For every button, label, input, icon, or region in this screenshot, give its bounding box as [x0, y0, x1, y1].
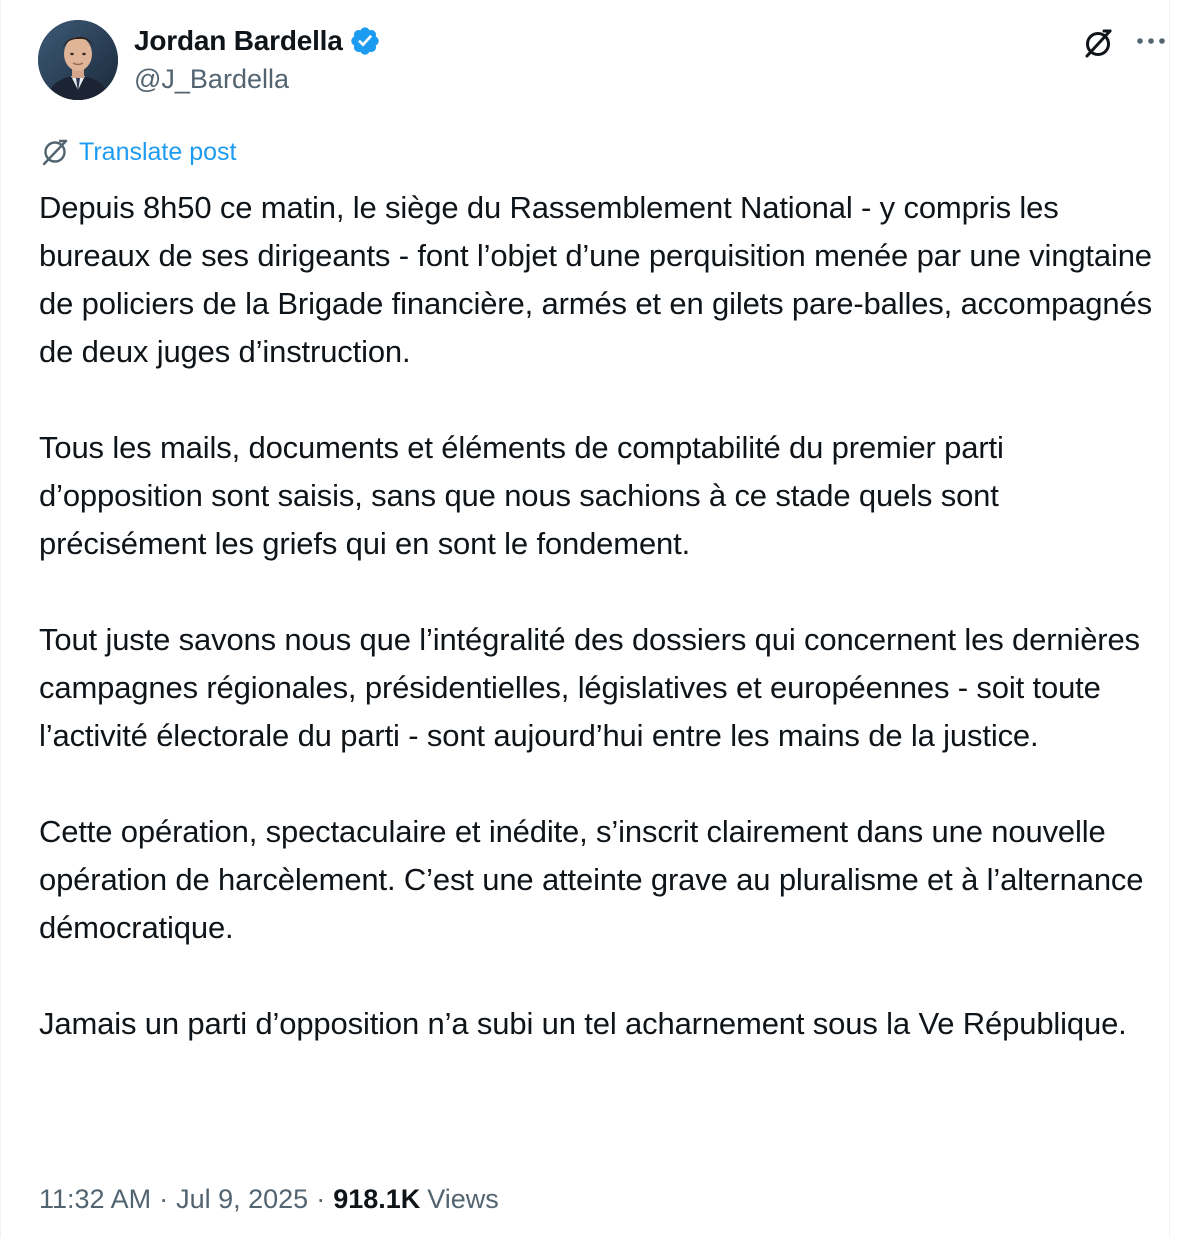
avatar-image: [38, 20, 118, 100]
author-handle[interactable]: @J_Bardella: [134, 64, 289, 94]
tweet-paragraph: Tout juste savons nous que l’intégralité des dossiers qui concernent les dernières campagnes régionales, présidentielles, législatives et européennes - soit toute l’activité électorale du parti - sont aujourd’hui entre les mains de la justice.: [39, 622, 1140, 753]
meta-separator: ·: [159, 1183, 169, 1214]
ellipsis-horizontal-icon: [1136, 37, 1166, 45]
tweet-paragraph: Depuis 8h50 ce matin, le siège du Rassemblement National - y compris les bureaux de ses dirigeants - font l’objet d’une perquisition menée par une vingtaine de policiers de la Brigade financière, armés et en gilets pare-balles, accompagnés de deux juges d’instruction.: [39, 190, 1152, 369]
author-display-name[interactable]: Jordan Bardella: [134, 25, 343, 56]
views-label[interactable]: Views: [427, 1183, 499, 1214]
author-name-row: [134, 24, 381, 58]
meta-separator: ·: [316, 1183, 326, 1214]
translate-post-link[interactable]: [39, 136, 236, 168]
more-options-button[interactable]: [1133, 26, 1169, 56]
translate-globe-icon: [39, 136, 71, 168]
verified-badge-icon[interactable]: [349, 25, 381, 57]
tweet-date[interactable]: Jul 9, 2025: [176, 1183, 309, 1214]
translate-post-label[interactable]: Translate post: [79, 137, 237, 166]
avatar[interactable]: [38, 20, 118, 100]
grok-button[interactable]: [1079, 24, 1117, 62]
tweet-metadata: [39, 1178, 499, 1220]
grok-slash-circle-icon: [1081, 26, 1115, 60]
tweet-paragraph: Tous les mails, documents et éléments de comptabilité du premier parti d’opposition sont saisis, sans que nous sachions à ce stade quels sont précisément les griefs qui en sont le fondement.: [39, 430, 1004, 561]
tweet-paragraph: Jamais un parti d’opposition n’a subi un tel acharnement sous la Ve République.: [39, 1006, 1127, 1041]
tweet-time[interactable]: 11:32 AM: [39, 1183, 152, 1214]
tweet-text: [39, 184, 1159, 1048]
views-count[interactable]: 918.1K: [333, 1183, 421, 1214]
tweet-paragraph: Cette opération, spectaculaire et inédite, s’inscrit clairement dans une nouvelle opération de harcèlement. C’est une atteinte grave au pluralisme et à l’alternance démocratique.: [39, 814, 1144, 945]
